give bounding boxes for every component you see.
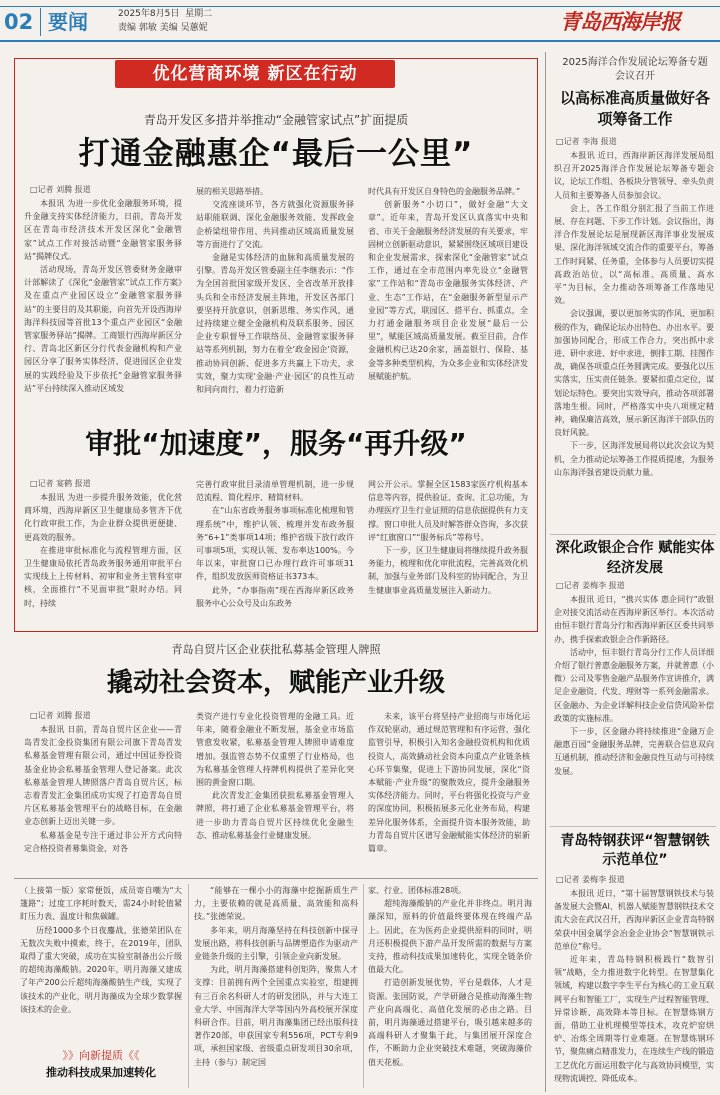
paragraph: 展的相关思路举措。 <box>196 187 268 196</box>
paragraph: 在推进审批标准化与流程管理方面，区卫生健康局依托青岛政务服务通用审批平台实现线上上传材料、初审和业务主管科室审核，全面推行“不见面审批”限时办结。同时，持续 <box>24 545 182 608</box>
banner <box>115 60 395 88</box>
capital-subtitle: 青岛自贸片区企业获批私募基金管理人牌照 <box>171 643 381 656</box>
lead-headline: 打通金融惠企“最后一公里” <box>78 136 474 172</box>
side1-body <box>554 149 714 531</box>
side3-headline: 青岛特钢获评“智慧钢铁示范单位” <box>560 833 710 868</box>
paragraph: 近年来，青岛特钢积极践行“数智引领”战略，全力推进数字化转型。在智慧集化领域，构建以数字孪生平台为核心的工业互联网平台和智能工厂，实现生产过程智能管理、异常诊断、高效降本等目标。在智慧炼钢方面，借助工业机理模型等技术，攻克炉窑烘炉、冶炼全周期等行业难题。在智慧炼钢环节，聚焦痛点精准发力，在连续生产线的锻造工艺优化方面运用数字化与高效协同模型，实现物流调控、降低成本。 <box>554 955 714 1083</box>
paragraph: 活动中，恒丰银行青岛分行工作人员详细介绍了银行普惠金融服务方案，并就普惠（小微）公司及零售金融产品服务作宣讲推介，满足企业融资、代发、理财等一系列金融需求。区金融办、为企业详解科技企业信贷风险补偿政策的实施标准。 <box>554 647 714 723</box>
lead-subtitle: 青岛开发区多措并举推动“金融管家试点”扩面提质 <box>143 113 409 127</box>
paragraph: “能够在一棵小小的海藻中挖掘新质生产力，主要依赖的就是高质量、高效能和高科技。”张德荣说。 <box>194 886 358 922</box>
paragraph: 打造创新发展优势，平台是载体，人才是资源。张国防说，产学研融合是推动海藻生物产业向高端化、高值化发展的必由之路。目前，明月海藻通过搭建平台，吸引越来越多的高端科研人才聚集于此，与集团展开深度合作，不断助力企业突破技术难题，突破海藻价值天花板。 <box>368 978 532 1067</box>
cont-col-3 <box>368 884 532 1092</box>
capital-headline: 撬动社会资本，赋能产业升级 <box>106 668 445 698</box>
paragraph: 家、行业、团体标准28项。 <box>368 886 467 895</box>
paragraph: 在“山东省政务服务事项标准化梳理和管理系统”中，维护认领、梳理并发布政务服务“6+1”类事项14项；维护省级下放行政许可事项5项，实现认领、发布率达100%。今年以来，审批窗口已办理行政许可事项31件，组织发放医师资格证书373本。 <box>196 506 354 582</box>
paragraph: 网公开公示。掌握全区1583家医疗机构基本信息等内容，提供验证、查询、汇总功能，为办理医疗卫生行业证照的信息依据提供有力支撑。窗口申批人员及时解答群众咨询，多次获评“红旗窗口”“服务标兵”等称号。 <box>368 480 528 542</box>
paragraph: 创新服务“小切口”，做好金融“大文章”。近年来，青岛开发区认真落实中央和省、市关于金融服务经济发展的有关要求，牢固树立创新驱动意识，紧紧围绕区域项目建设和企业发展需求，探索深化“金融管家”试点工作，通过在全市范围内率先设立“金融管家”工作站和“青岛市金融服务实体经济、产业、生态”工作站，在“金融服务新型显示产业园”等方式，联园区、搭平台、抓重点，全力打通金融服务项目企业发展“最后一公里”，赋能区域高质量发展。截至目前，合作金融机构已达20余家，涵盖银行、保险、基金等多种类型机构，为众多企业和实体经济发展赋能护航。 <box>368 200 528 381</box>
capital-col-1 <box>24 723 182 869</box>
side2-byline: □记者 姜梅李 报道 <box>556 581 625 590</box>
side2-body <box>554 593 714 821</box>
paragraph: 下一步，区海洋发展局将以此次会议为契机，全力推动论坛筹备工作提质提速，为服务山东海洋强省建设贡献力量。 <box>554 441 714 477</box>
paragraph: 完善行政审批目录清单管理机制，进一步规范流程、简化程序、精简材料。 <box>196 480 354 503</box>
lead-col-1 <box>24 197 182 393</box>
paragraph: 为此，明月海藻搭建科创矩阵，聚焦人才支撑：目前拥有两个全国重点实验室，组建拥有三百余名科研人才的研发团队，并与大连工业大学、中国海洋大学等国内外高校展开深度科研合作。目前，明月海藻集团已经出版科技著作20部，申获国家专利556项，PCT专利9项，承担国家级、省级重点研发项目30余项，主持（参与）制定国 <box>194 965 358 1067</box>
banner-title: 优化营商环境 新区在行动 <box>152 64 358 84</box>
cont-col-1 <box>20 884 182 1042</box>
masthead: 青岛西海岸报 <box>560 9 680 34</box>
capital-col-3 <box>368 710 530 869</box>
approval-headline: 审批“加速度”，服务“再升级” <box>85 427 467 460</box>
page-number: 02 <box>4 10 34 34</box>
paragraph: 本报讯 近日，“第十届智慧钢铁技术与装备发展大会暨AI、机器人赋能智慧钢铁技术交流大会在武汉召开，西海岸新区企业青岛特钢荣获中国金属学会冶金企业协会“智慧钢铁示范单位”称号。 <box>554 889 714 951</box>
paragraph: 本报讯 为进一步优化金融服务环境，提升金融支持实体经济能力，日前，青岛开发区在青岛市经济技术开发区深化“金融管家”试点工作对接活动暨“金融管家服务驿站”揭牌仪式。 <box>24 199 182 261</box>
side1-subtitle: 2025海洋合作发展论坛筹备专题会议召开 <box>562 57 708 82</box>
paragraph: 多年来，明月海藻坚持在科技创新中探寻发展出路，将科技创新与品牌塑造作为驱动产业链条升级的主引擎，引领企业向新发展。 <box>194 925 358 962</box>
approval-col-2 <box>196 478 354 623</box>
paragraph: 时代具有开发区自身特色的金融服务品牌。” <box>368 187 521 196</box>
side1-headline: 以高标准高质量做好各项筹备工作 <box>559 89 710 128</box>
paragraph: 下一步，区卫生健康局将继续提升政务服务能力，梳理和优化审批流程，完善高效化机制，加强与业务部门及科室的协同配合，为卫生健康事业高质量发展注入新动力。 <box>368 546 528 595</box>
side3-byline: □记者 姜梅李 报道 <box>556 875 625 884</box>
approval-byline: □记者 宴鹤 报道 <box>30 479 91 488</box>
side1-byline: □记者 李海 报道 <box>556 137 617 146</box>
paragraph: 历经1000多个日夜鏖战，张德荣团队在无数次失败中摸索，终于，在2019年，团队取得了重大突破，成功在实验室制备出公斤级的超纯海藻酸钠。2020年，明月海藻又建成了年产200公斤超纯海藻酸钠生产线，实现了该技术的产业化，明月海藻成为全球少数掌握该技术的企业。 <box>20 925 182 1014</box>
footer-title: 推动科技成果加速转化 <box>46 1066 156 1079</box>
paragraph: 本报讯 日前，青岛自贸片区企业——青岛青发汇金投资集团有限公司旗下青岛青发私募基金管理有限公司，通过中国证券投资基金业协会私募基金管理人登记备案。此次私募基金管理人牌照落户青岛自贸片区，标志着青发汇金集团成功实现了打造青岛自贸片区私募基金管理平台的战略目标，在金融业态创新上迈出关键一步。 <box>24 725 182 827</box>
paragraph: 私募基金是专注于通过非公开方式向特定合格投资者募集资金，对各 <box>24 830 182 853</box>
paragraph: 交流座谈环节，各方就强化资源服务驿站职能联调、深化金融服务效能、发挥政金企桥梁纽带作用、共同推动区域高质量发展等方面进行了交流。 <box>196 200 354 249</box>
lead-col-2 <box>196 185 354 395</box>
paragraph: 本报讯 为进一步提升服务效能，优化营商环境，西海岸新区卫生健康局多管齐下优化行政审批工作，为企业群众提供更便捷、更高效的服务。 <box>24 493 182 542</box>
paragraph: 此外，“办事指南”现在西海岸新区政务服务中心公众号及山东政务 <box>196 585 354 608</box>
paragraph: 类资产进行专业化投资管理的金融工具。近年来，随着金融业不断发展，基金业市场监管愈发收紧，私募基金管理人牌照申请难度增加。强监管态势不仅重塑了行业格局，也为私募基金管理人持牌机构提供了差异化突围的黄金窗口期。 <box>196 712 354 788</box>
cont-col-2 <box>194 884 358 1092</box>
issue-date: 2025年8月5日 星期二 <box>118 9 213 19</box>
paragraph: 会议强调，要以更加务实的作风、更加积极的作为，确保论坛办出特色、办出水平。要加强协同配合，形成工作合力，突出抓中求进、研中求进、好中求进，倒排工期、挂图作战，确保各项重点任务圆满完成。要强化以压实落实，压实责任链条。要紧扣重点定位，谋划论坛特色。要突出实效导向，推动各项部署落地生根。同时，严格落实中央八项规定精神，确保廉洁高效，展示新区海洋干部队伍的良好风貌。 <box>554 309 714 438</box>
approval-col-1 <box>24 491 182 623</box>
paragraph: 金融是实体经济的血脉和高质量发展的引擎。青岛开发区管委副主任李继表示：“作为全国首批国家级开发区、全省改革开放排头兵和全市经济发展主阵地，开发区各部门要坚持开放意识，创新思维、务实作风，通过持续建立健全金融机构及联系服务、园区企业专职督导工作联络员、金融管家服务驿站等系列机制，努力在着全‘政金园企’资源，推动协同创新、促进多方共赢上下功夫，求实效，聚力实现‘金融·产业·园区’的良性互动和同向而行，着力打造新 <box>196 253 354 395</box>
paragraph: 此次青发汇金集团获批私募基金管理人牌照，将打通了企业私募基金管理平台，将进一步助力青岛自贸片区持续优化金融生态、推动私募基金行业健康发展。 <box>196 791 354 840</box>
side3-body <box>554 887 714 1092</box>
approval-col-3 <box>368 478 528 623</box>
footer-prefix: 》》向新提质《《 <box>62 1049 140 1062</box>
paragraph: （上接第一版）家常便饭，成员寄自嘲为“大篷路”；过度工序耗时数天，需24小时轮值紧盯压力表、温度计和焦碳罐。 <box>20 886 182 922</box>
paragraph: 本报讯 近日，西海岸新区海洋发展局组织召开2025海洋合作发展论坛筹备专题会议，论坛工作组、各板块分管领导、牵头负责人员和主要筹备人员参加会议。 <box>554 151 714 200</box>
side2-headline: 深化政银企合作 赋能实体经济发展 <box>555 540 715 576</box>
editors: 责编 郭敏 美编 吴蕙妮 <box>118 23 208 33</box>
paragraph: 超纯海藻酸钠的产业化并非终点。明月海藻深知，原料的价值最终要体现在终端产品上。因此，在为医药企业提供原料的同时，明月还积极提供下游产品开发所需的数据与方案支持，推动科技成果加速转化，实现全链条价值最大化。 <box>368 899 532 975</box>
paragraph: 未来，该平台将坚持产业招商与市场化运作双轮驱动，通过规范管理和有序运营，强化监管引导，积极引入知名金融投资机构和优质投资人，高效撬动社会资本向重点产业链条核心环节集聚，促进上下游协同发展，深化“资本赋能·产业升级”的聚散效应，提升金融服务实体经济能力。同时，平台将强化投资与产业的深度协同，积极拓展多元化业务布局，构建差异化服务体系，全面提升资本服务效能，助力青岛自贸片区谱写金融赋能实体经济的崭新篇章。 <box>368 712 530 854</box>
lead-col-3 <box>368 185 528 381</box>
cont-footer <box>20 1048 182 1092</box>
capital-col-2 <box>196 710 354 869</box>
section-name: 要闻 <box>48 10 88 34</box>
paragraph: 活动现场，青岛开发区管委财务金融审计部解读了《深化“金融管家”试点工作方案》及在重点产业园区设立“金融管家服务驿站”的主要目的及其职能，向首先开设西海岸海洋科技园等首批13个重点产业园区“金融管家服务驿站”揭牌。工商银行西海岸新区分行、青岛北区新区分行代表金融机构和产业园区分享了服务实体经济、促进园区企业发展的实践经验及下步依托“金融管家服务驿站”平台持续深入推动区域发 <box>24 265 182 393</box>
paragraph: 会上，各工作组分别汇报了当前工作进展、存在问题、下步工作计划。会议指出，海洋合作发展论坛是展现新区海洋事业发展成果、深化海洋领域交流合作的重要平台，筹备工作时间紧、任务重，全体参与人员要切实提高政治站位，以“高标准、高质量、高水平”为目标，全力推动各项筹备工作落地见效。 <box>554 203 714 306</box>
paragraph: 本报讯 近日，“携兴实体 惠企同行”政银企对接交流活动在西海岸新区举行。本次活动由恒丰银行青岛分行和西海岸新区区委共同举办，携手探索政银企合作新路径。 <box>554 595 714 644</box>
page-header <box>0 0 720 46</box>
capital-byline: □记者 刘腾 报道 <box>30 711 91 720</box>
lead-byline: □记者 刘腾 报道 <box>30 185 91 194</box>
paragraph: 下一步，区金融办将持续推进“金融万企 融惠百园”金融服务品牌，完善联合信息双向互通机制，推动经济和金融良性互动与可持续发展。 <box>554 727 714 776</box>
